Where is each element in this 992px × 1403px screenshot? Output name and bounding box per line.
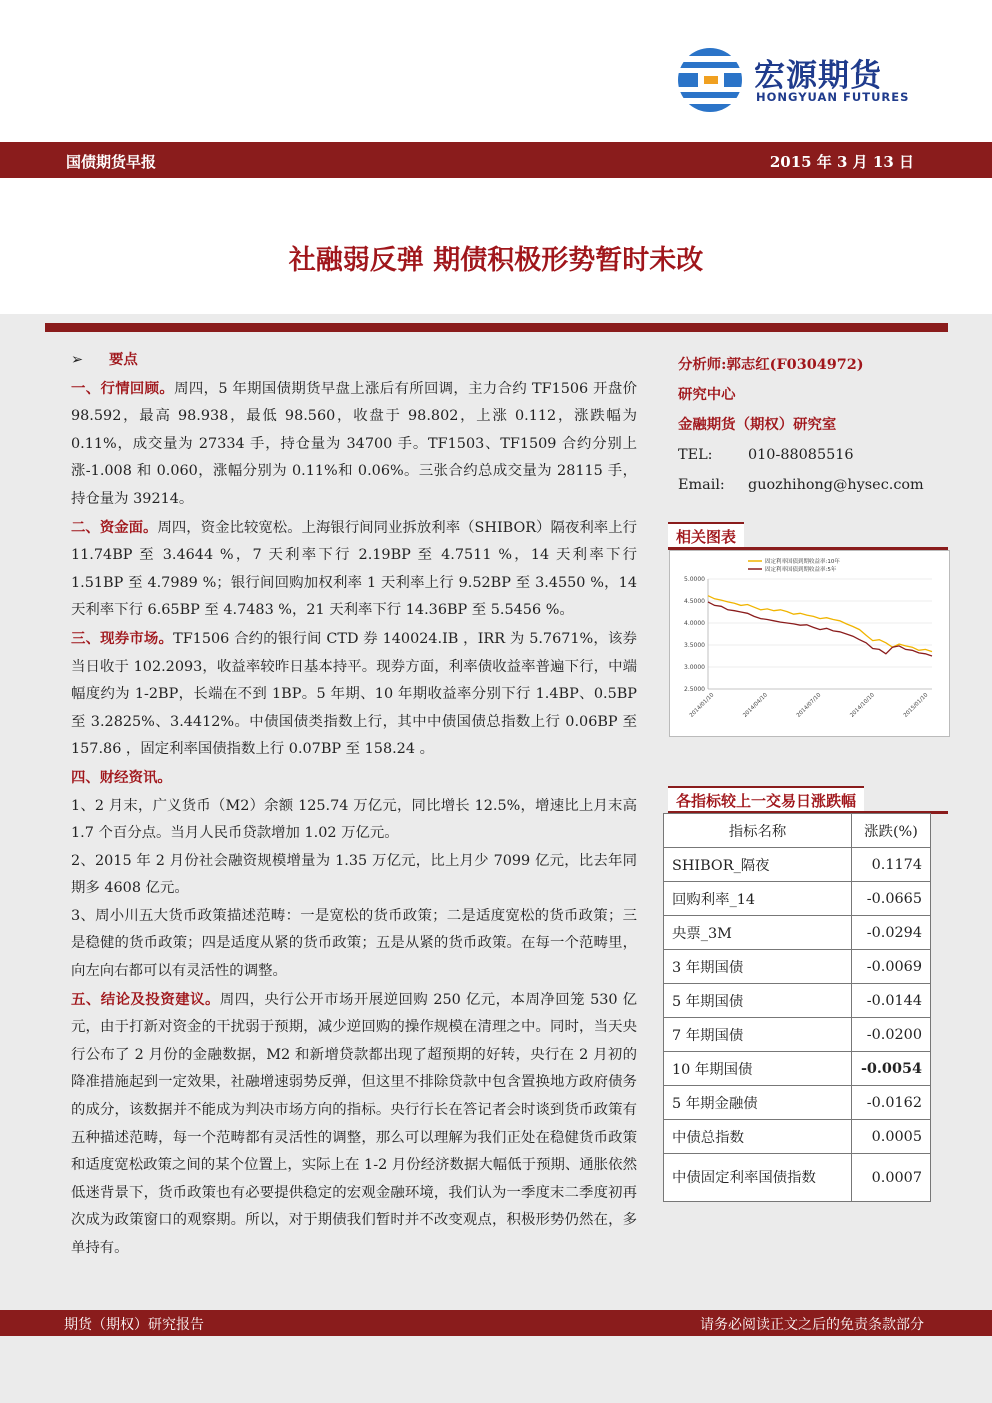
header-change: 涨跌(%) [852,814,931,848]
section-news [71,764,637,793]
table-row [664,950,931,984]
section-label: 三、现券市场。 [71,629,174,647]
logo-name-en: HONGYUAN FUTURES [756,90,910,104]
footer-left: 期货（期权）研究报告 [64,1317,204,1333]
news-item: 2、2015 年 2 月份社会融资规模增量为 1.35 万亿元，比上月少 7099 亿元，比去年同期多 4608 亿元。 [71,852,637,897]
row-name: 3 年期国债 [664,950,852,984]
table-section-title: 各指标较上一交易日涨跌幅 [668,786,864,811]
row-name: 7 年期国债 [664,1018,852,1052]
news-item: 1、2 月末，广义货币（M2）余额 125.74 万亿元，同比增长 12.5%，增速比上月末高 1.7 个百分点。当月人民币贷款增加 1.02 万亿元。 [71,797,637,842]
table-row [664,882,931,916]
footer-disclaimer: 请务必阅读正文之后的免责条款部分 [700,1317,924,1333]
section-label: 四、财经资讯。 [71,768,172,786]
row-name: 5 年期国债 [664,984,852,1018]
table-row [664,848,931,882]
email-label: Email: [678,477,725,493]
section-body: 周四，央行公开市场开展逆回购 250 亿元，本周净回笼 530 亿元，由于打新对资金的干扰弱于预期，减少逆回购的操作规模在清理之中。同时，当天央行公布了 2 月份的金融数据，M2 和新增贷款都出现了超预期的好转，央行在 2 月初的降准措施起到一定效果，社融增速弱势反弹，但这里不排除贷款中包含置换地方政府债务的成分，该数据并不能成为判决市场方向的指标。央行行长在答记者会时谈到货币政策有五种描述范畴，每一个范畴都有灵活性的调整，那么可以理解为我们正处在稳健货币政策和适度宽松政策之间的某个位置上，实际上在 1-2 月份经济数据大幅低于预期、通胀依然低迷背景下，货币政策也有必要提供稳定的宏观金融环境，我们认为一季度末二季度初再次成为政策窗口的观察期。所以，对于期债我们暂时并不改变观点，积极形势仍然在，多单持有。 [71,991,637,1256]
key-points [71,346,637,1263]
x-tick-label: 2014/01/10 [688,692,716,719]
row-value: -0.0665 [852,882,931,916]
y-tick-label: 4.5000 [684,598,705,605]
row-value: -0.0069 [852,950,931,984]
table-section-header [668,786,948,814]
y-tick-label: 2.5000 [684,686,705,693]
news-item: 3、周小川五大货币政策描述范畴：一是宽松的货币政策；二是适度宽松的货币政策；三是稳健的货币政策；四是适度从紧的货币政策；五是从紧的货币政策。在每一个范畴里，向左向右都可以有灵活性的调整。 [71,907,637,980]
section-label: 五、结论及投资建议。 [71,990,220,1008]
email-value[interactable]: guozhihong@hysec.com [748,477,924,493]
x-tick-label: 2015/01/10 [902,692,930,719]
tel-label: TEL: [678,447,713,463]
series-line [708,596,932,652]
section-conclusion [71,986,637,1263]
row-name: 中债固定利率国债指数 [664,1154,852,1202]
x-tick-label: 2014/04/10 [742,692,769,719]
section-body: TF1506 合约的银行间 CTD 券 140024.IB ，IRR 为 5.7671%，该券当日收于 102.2093，收益率较昨日基本持平。现券方面，利率债收益率普遍下行，中端幅度约为 1-2BP，长端在不到 1BP。5 年期、10 年期收益率分别下行 1.4BP、0.5BP 至 3.2825%、3.4412%。中债国债类指数上行，其中中债国债总指数上行 0.06BP 至 157.86 ，固定利率国债指数上行 0.07BP 至 158.24 。 [71,630,637,758]
section-body: 周四，资金比较宽松。上海银行间同业拆放利率（SHIBOR）隔夜利率上行 11.74BP 至 3.4644 %，7 天利率下行 2.19BP 至 4.7511 %，14 天利率下行 1.51BP 至 4.7989 %；银行间回购加权利率 1 天利率上行 9.52BP 至 3.4550 %，14 天利率下行 6.65BP 至 4.7483 %，21 天利率下行 14.36BP 至 5.5456 %。 [71,519,637,619]
row-value: -0.0200 [852,1018,931,1052]
analyst-name: 分析师:郭志红(F0304972) [678,356,864,373]
table-row [664,1120,931,1154]
legend-label: 固定利率国债到期收益率:10年 [765,559,840,565]
yield-chart-svg [670,551,949,736]
chart-section-header [668,522,948,550]
table-row [664,1154,931,1202]
indicator-table [663,813,931,1202]
row-name: SHIBOR_隔夜 [664,848,852,882]
row-value: 0.0007 [852,1154,931,1202]
tel-value: 010-88085516 [748,447,854,463]
table-header-row [664,814,931,848]
yield-chart [669,550,950,737]
row-value: -0.0144 [852,984,931,1018]
hongyuan-logo-icon [676,46,744,114]
y-tick-label: 3.0000 [684,664,705,671]
chart-section-title: 相关图表 [668,522,744,547]
row-value: 0.1174 [852,848,931,882]
analyst-dept: 研究中心 [678,386,736,403]
y-tick-label: 5.0000 [684,576,705,583]
logo-name-cn: 宏源期货 [754,58,882,94]
row-value: 0.0005 [852,1120,931,1154]
row-name: 中债总指数 [664,1120,852,1154]
company-logo [676,44,926,116]
arrow-bullet-icon: ➢ [71,352,84,368]
legend-label: 固定利率国债到期收益率:5年 [765,567,837,573]
row-name: 5 年期金融债 [664,1086,852,1120]
table-row [664,916,931,950]
y-tick-label: 3.5000 [684,642,705,649]
row-value: -0.0162 [852,1086,931,1120]
table-row [664,1052,931,1086]
table-row [664,1018,931,1052]
y-tick-label: 4.0000 [684,620,705,627]
key-points-heading: 要点 [109,351,138,368]
section-liquidity [71,514,637,625]
section-cash-bonds [71,625,637,764]
report-title: 社融弱反弹 期债积极形势暂时未改 [288,245,704,276]
report-type: 国债期货早报 [66,153,157,171]
report-date: 2015 年 3 月 13 日 [769,153,914,171]
title-rule [45,323,948,332]
section-body: 周四，5 年期国债期货早盘上涨后有所回调，主力合约 TF1506 开盘价 98.592，最高 98.938，最低 98.560，收盘于 98.802，上涨 0.112，涨跌幅为 0.11%，成交量为 27334 手，持仓量为 34700 手。TF1503、TF1509 合约分别上涨-1.008 和 0.060，涨幅分别为 0.11%和 0.06%。三张合约总成交量为 28115 手，持仓量为 39214。 [71,380,637,507]
row-name: 回购利率_14 [664,882,852,916]
row-name: 央票_3M [664,916,852,950]
table-row [664,984,931,1018]
section-label: 二、资金面。 [71,518,158,536]
section-label: 一、行情回顾。 [71,379,175,397]
header-name: 指标名称 [664,814,852,848]
analyst-info [678,350,948,500]
row-value: -0.0294 [852,916,931,950]
report-header-bar [0,142,992,178]
x-tick-label: 2014/10/10 [849,692,876,719]
section-market-review [71,375,637,514]
footer-bar [0,1310,992,1336]
row-name: 10 年期国债 [664,1052,852,1086]
x-tick-label: 2014/07/10 [795,692,823,719]
row-value: -0.0054 [852,1052,931,1086]
table-row [664,1086,931,1120]
analyst-office: 金融期货（期权）研究室 [678,416,837,433]
series-line [708,602,932,656]
